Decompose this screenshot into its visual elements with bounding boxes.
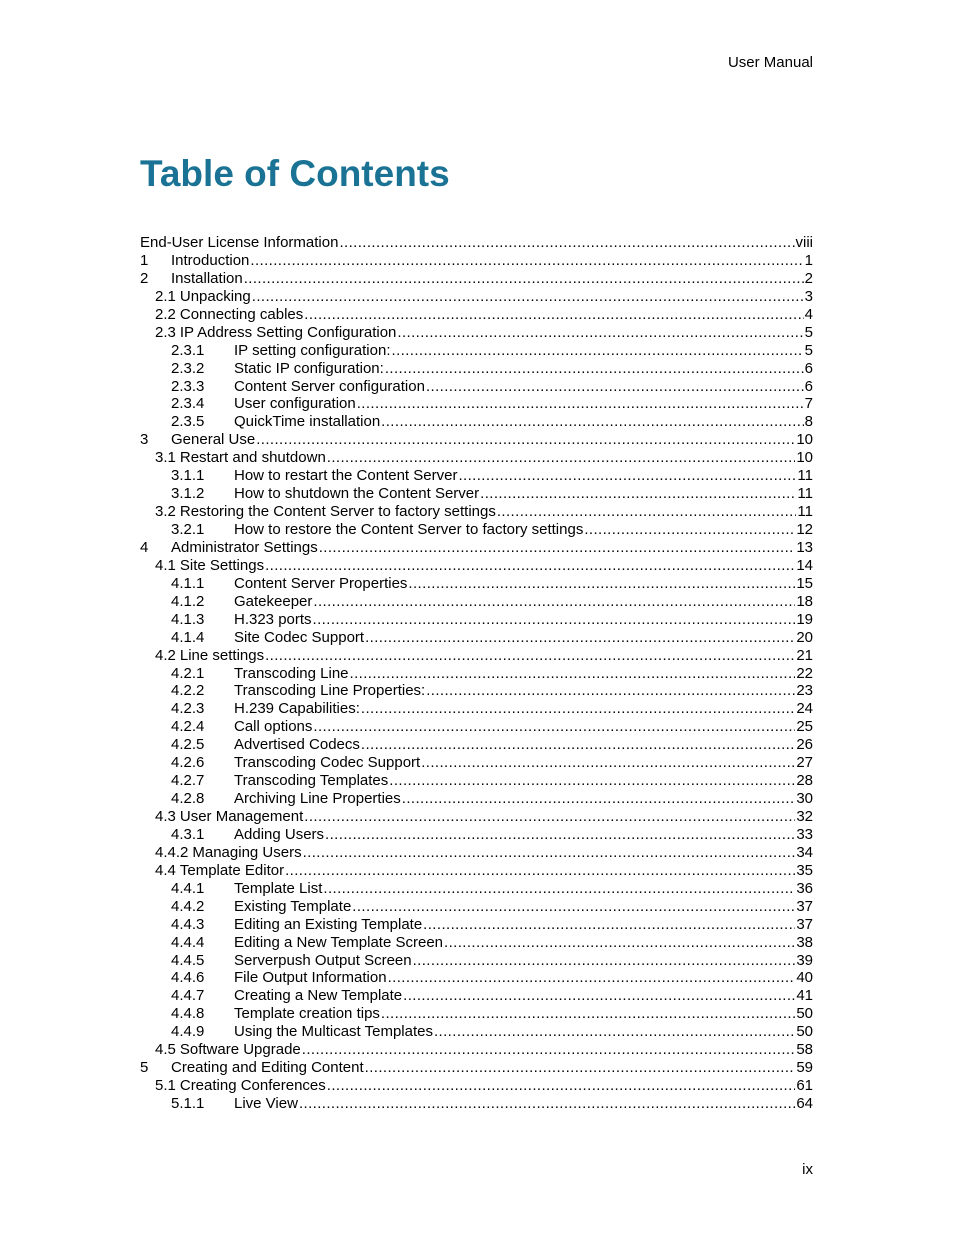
toc-dot-leader: [426, 378, 804, 396]
toc-dot-leader: [458, 467, 796, 485]
toc-entry-page: viii: [795, 234, 813, 251]
toc-entry-page: 1: [804, 251, 813, 269]
toc-entry[interactable]: [140, 826, 813, 844]
toc-entry-page: 19: [796, 610, 813, 628]
toc-dot-leader: [304, 808, 795, 826]
toc-entry-title: How to restore the Content Server to factory settings: [234, 521, 584, 538]
toc-entry-page: 26: [796, 736, 813, 754]
toc-dot-leader: [244, 270, 804, 288]
toc-dot-leader: [304, 306, 803, 324]
toc-entry-page: 27: [796, 754, 813, 772]
toc-dot-leader: [303, 844, 796, 862]
toc-entry-page: 2: [804, 269, 813, 287]
toc-entry[interactable]: [140, 629, 813, 647]
toc-entry-page: 36: [796, 879, 813, 897]
toc-entry-page: 21: [796, 646, 813, 664]
toc-entry-title: End-User License Information: [140, 234, 339, 251]
toc-entry[interactable]: [140, 880, 813, 898]
toc-entry-number: 4.1: [155, 556, 176, 574]
toc-entry-page: 40: [796, 969, 813, 987]
toc-entry[interactable]: [140, 898, 813, 916]
toc-entry-number: 4.1.2: [171, 592, 205, 610]
toc-dot-leader: [327, 449, 796, 467]
toc-entry[interactable]: [140, 234, 813, 252]
toc-entry-title: Template List: [234, 879, 323, 897]
toc-dot-leader: [313, 718, 795, 736]
toc-entry-number: 4.4.8: [171, 1005, 205, 1023]
toc-entry-title: How to shutdown the Content Server: [234, 485, 480, 503]
toc-dot-leader: [434, 1023, 795, 1041]
toc-entry-page: 18: [796, 592, 813, 610]
toc-entry-number: 4: [140, 538, 149, 556]
toc-entry-page: 28: [796, 772, 813, 790]
toc-entry-title: Unpacking: [179, 287, 251, 305]
toc-dot-leader: [584, 521, 795, 539]
toc-entry-title: Managing Users: [192, 843, 302, 861]
toc-entry-title: Editing a New Template Screen: [234, 933, 444, 951]
toc-entry-page: 10: [796, 449, 813, 467]
toc-entry-page: 39: [796, 951, 813, 969]
toc-entry-page: 8: [804, 413, 813, 431]
toc-entry-page: 23: [796, 682, 813, 700]
toc-entry-title: Archiving Line Properties: [234, 790, 401, 808]
toc-entry-number: 2.3.1: [171, 341, 205, 359]
toc-entry-title: Content Server configuration: [234, 377, 425, 395]
toc-entry-number: 4.2.1: [171, 664, 205, 682]
toc-entry[interactable]: [140, 360, 813, 378]
toc-entry[interactable]: [140, 378, 813, 396]
toc-entry-page: 38: [796, 933, 813, 951]
toc-entry-number: 4.1.3: [171, 610, 205, 628]
toc-dot-leader: [381, 413, 803, 431]
toc-dot-leader: [426, 682, 795, 700]
toc-dot-leader: [421, 754, 795, 772]
toc-entry-title: Adding Users: [234, 825, 325, 843]
toc-dot-leader: [339, 234, 794, 252]
toc-entry-title: Editing an Existing Template: [234, 915, 423, 933]
toc-entry-number: 4.2.5: [171, 736, 205, 754]
toc-entry[interactable]: [140, 844, 813, 862]
toc-entry[interactable]: [140, 449, 813, 467]
toc-entry-title: Line settings: [179, 646, 265, 664]
toc-entry-page: 4: [804, 305, 813, 323]
toc-entry-title: Introduction: [171, 251, 250, 269]
toc-entry-page: 30: [796, 790, 813, 808]
toc-entry-title: Gatekeeper: [234, 592, 313, 610]
toc-entry-title: Transcoding Line Properties:: [234, 682, 426, 700]
toc-entry-number: 4.4.2: [155, 843, 189, 861]
toc-entry-page: 3: [804, 287, 813, 305]
toc-entry[interactable]: [140, 431, 813, 449]
toc-entry[interactable]: [140, 521, 813, 539]
toc-entry-number: 5.1: [155, 1077, 176, 1095]
toc-entry-number: 2.2: [155, 305, 176, 323]
toc-dot-leader: [365, 1059, 796, 1077]
toc-entry-page: 11: [797, 503, 813, 521]
toc-entry-number: 2.3.5: [171, 413, 205, 431]
toc-entry-page: 59: [796, 1059, 813, 1077]
toc-dot-leader: [350, 665, 796, 683]
toc-entry-page: 50: [796, 1005, 813, 1023]
toc-dot-leader: [423, 916, 795, 934]
toc-entry-title: Transcoding Line: [234, 664, 349, 682]
toc-entry[interactable]: [140, 306, 813, 324]
toc-entry-number: 4.4.7: [171, 987, 205, 1005]
toc-entry-title: Existing Template: [234, 897, 352, 915]
toc-entry-number: 2.3.3: [171, 377, 205, 395]
page-title: Table of Contents: [140, 153, 450, 194]
toc-entry-title: Site Codec Support: [234, 628, 365, 646]
toc-entry[interactable]: [140, 952, 813, 970]
toc-entry[interactable]: [140, 324, 813, 342]
toc-entry-page: 33: [796, 825, 813, 843]
toc-entry[interactable]: [140, 539, 813, 557]
toc-dot-leader: [357, 395, 804, 413]
toc-entry-page: 35: [796, 861, 813, 879]
toc-entry-title: Creating Conferences: [179, 1077, 326, 1095]
toc-entry-title: Content Server Properties: [234, 574, 408, 592]
toc-dot-leader: [444, 934, 795, 952]
toc-dot-leader: [313, 593, 795, 611]
toc-entry[interactable]: [140, 1095, 813, 1113]
toc-dot-leader: [389, 772, 795, 790]
toc-entry[interactable]: [140, 467, 813, 485]
toc-entry-page: 22: [796, 664, 813, 682]
toc-entry-number: 4.4.5: [171, 951, 205, 969]
toc-entry-title: H.323 ports: [234, 610, 312, 628]
toc-entry-number: 4.2: [155, 646, 176, 664]
toc-entry-number: 2.3.4: [171, 395, 205, 413]
toc-dot-leader: [299, 1095, 795, 1113]
toc-dot-leader: [265, 557, 795, 575]
toc-entry-number: 3.1: [155, 449, 176, 467]
toc-entry[interactable]: [140, 754, 813, 772]
table-of-contents: [140, 234, 813, 1113]
toc-entry-page: 37: [796, 915, 813, 933]
toc-dot-leader: [497, 503, 797, 521]
toc-entry-page: 58: [796, 1041, 813, 1059]
toc-entry[interactable]: [140, 808, 813, 826]
toc-entry-title: Restoring the Content Server to factory settings: [179, 503, 496, 521]
toc-dot-leader: [313, 611, 796, 629]
toc-entry-number: 4.3.1: [171, 825, 205, 843]
toc-entry[interactable]: [140, 916, 813, 934]
toc-entry-page: 5: [804, 323, 813, 341]
toc-entry-number: 2: [140, 269, 149, 287]
toc-dot-leader: [361, 700, 795, 718]
toc-entry-page: 64: [796, 1095, 813, 1112]
toc-dot-leader: [352, 898, 795, 916]
toc-entry-number: 4.2.3: [171, 700, 205, 718]
toc-entry[interactable]: [140, 1041, 813, 1059]
toc-entry-title: Static IP configuration:: [234, 359, 384, 377]
toc-entry-number: 4.2.6: [171, 754, 205, 772]
toc-entry-title: Connecting cables: [179, 305, 304, 323]
toc-entry-number: 4.5: [155, 1041, 176, 1059]
toc-entry-number: 4.1.4: [171, 628, 205, 646]
toc-entry[interactable]: [140, 288, 813, 306]
toc-entry-number: 4.2.7: [171, 772, 205, 790]
toc-entry-number: 3.1.1: [171, 467, 205, 485]
toc-entry[interactable]: [140, 790, 813, 808]
toc-entry-title: Template Editor: [179, 861, 285, 879]
toc-entry-title: Creating a New Template: [234, 987, 403, 1005]
toc-entry-page: 32: [796, 808, 813, 825]
toc-entry-number: 4.4.6: [171, 969, 205, 987]
toc-dot-leader: [327, 1077, 796, 1095]
toc-entry-page: 13: [796, 538, 813, 556]
toc-entry-number: 4.4.9: [171, 1023, 205, 1041]
toc-entry-number: 4.2.4: [171, 718, 205, 736]
toc-entry[interactable]: [140, 485, 813, 503]
toc-entry[interactable]: [140, 862, 813, 880]
toc-entry-number: 3.1.2: [171, 485, 205, 503]
toc-entry-page: 50: [796, 1023, 813, 1041]
toc-dot-leader: [413, 952, 796, 970]
toc-dot-leader: [397, 324, 803, 342]
toc-entry-title: H.239 Capabilities:: [234, 700, 360, 718]
toc-entry-page: 12: [796, 521, 813, 538]
toc-entry-title: Serverpush Output Screen: [234, 951, 412, 969]
toc-entry-page: 20: [796, 628, 813, 646]
toc-dot-leader: [388, 969, 796, 987]
toc-entry-page: 41: [796, 987, 813, 1005]
toc-entry[interactable]: [140, 934, 813, 952]
toc-entry[interactable]: [140, 718, 813, 736]
toc-entry[interactable]: [140, 270, 813, 288]
toc-entry-number: 4.4: [155, 861, 176, 879]
toc-entry-page: 37: [796, 897, 813, 915]
toc-entry[interactable]: [140, 503, 813, 521]
toc-entry-number: 1: [140, 251, 149, 269]
toc-entry-number: 4.4.4: [171, 933, 205, 951]
toc-entry[interactable]: [140, 736, 813, 754]
toc-entry-title: Transcoding Codec Support: [234, 754, 421, 772]
toc-entry-title: Using the Multicast Templates: [234, 1023, 433, 1041]
toc-entry-number: 4.4.3: [171, 915, 205, 933]
toc-entry[interactable]: [140, 772, 813, 790]
toc-entry-title: Advertised Codecs: [234, 736, 360, 754]
toc-dot-leader: [381, 1005, 795, 1023]
toc-entry-page: 10: [796, 431, 813, 449]
toc-entry-title: Live View: [234, 1095, 298, 1112]
toc-entry-title: QuickTime installation: [234, 413, 381, 431]
toc-entry-page: 61: [796, 1077, 813, 1095]
running-header: User Manual: [727, 54, 813, 71]
toc-dot-leader: [256, 431, 795, 449]
toc-entry-page: 24: [796, 700, 813, 718]
toc-dot-leader: [392, 342, 804, 360]
toc-entry[interactable]: [140, 1059, 813, 1077]
toc-entry-number: 3: [140, 431, 149, 449]
toc-entry-title: IP setting configuration:: [234, 341, 391, 359]
toc-entry-page: 15: [796, 574, 813, 592]
toc-entry[interactable]: [140, 700, 813, 718]
toc-dot-leader: [361, 736, 795, 754]
toc-entry[interactable]: [140, 665, 813, 683]
toc-entry-page: 11: [797, 485, 813, 503]
toc-entry-title: How to restart the Content Server: [234, 467, 458, 485]
toc-entry[interactable]: [140, 611, 813, 629]
toc-entry-number: 4.2.2: [171, 682, 205, 700]
toc-entry-title: User Management: [179, 808, 304, 825]
toc-entry-title: Installation: [171, 269, 243, 287]
toc-entry[interactable]: [140, 575, 813, 593]
toc-entry[interactable]: [140, 1005, 813, 1023]
toc-entry-number: 4.1.1: [171, 574, 205, 592]
toc-entry-number: 4.3: [155, 808, 176, 825]
toc-entry-number: 3.2: [155, 503, 176, 521]
toc-dot-leader: [408, 575, 795, 593]
toc-dot-leader: [325, 826, 795, 844]
toc-dot-leader: [302, 1041, 796, 1059]
toc-entry-page: 6: [804, 359, 813, 377]
toc-entry-number: 2.3: [155, 323, 176, 341]
toc-entry-number: 4.2.8: [171, 790, 205, 808]
toc-dot-leader: [402, 790, 796, 808]
toc-entry[interactable]: [140, 1023, 813, 1041]
toc-dot-leader: [480, 485, 796, 503]
toc-entry[interactable]: [140, 413, 813, 431]
toc-entry[interactable]: [140, 593, 813, 611]
toc-entry[interactable]: [140, 682, 813, 700]
toc-entry-page: 7: [804, 395, 813, 413]
toc-entry-title: Creating and Editing Content: [171, 1059, 364, 1077]
toc-entry-title: Administrator Settings: [171, 538, 318, 556]
toc-entry-title: Restart and shutdown: [179, 449, 326, 467]
toc-entry[interactable]: [140, 252, 813, 270]
toc-entry[interactable]: [140, 342, 813, 360]
toc-entry-page: 5: [804, 341, 813, 359]
toc-dot-leader: [365, 629, 795, 647]
toc-entry-title: IP Address Setting Configuration: [179, 323, 397, 341]
toc-entry-page: 14: [796, 556, 813, 574]
toc-entry[interactable]: [140, 969, 813, 987]
toc-entry-number: 5: [140, 1059, 149, 1077]
toc-entry-title: Site Settings: [179, 556, 265, 574]
toc-dot-leader: [385, 360, 804, 378]
toc-dot-leader: [265, 647, 795, 665]
toc-entry[interactable]: [140, 557, 813, 575]
toc-entry-number: 4.4.1: [171, 879, 205, 897]
toc-entry[interactable]: [140, 1077, 813, 1095]
toc-entry[interactable]: [140, 987, 813, 1005]
toc-entry-title: Transcoding Templates: [234, 772, 389, 790]
toc-entry[interactable]: [140, 395, 813, 413]
toc-entry[interactable]: [140, 647, 813, 665]
toc-dot-leader: [285, 862, 795, 880]
toc-entry-page: 11: [797, 467, 813, 485]
page-number: ix: [802, 1161, 813, 1178]
toc-dot-leader: [403, 987, 795, 1005]
toc-entry-number: 4.4.2: [171, 897, 205, 915]
toc-dot-leader: [252, 288, 804, 306]
toc-entry-number: 2.3.2: [171, 359, 205, 377]
toc-entry-title: Call options: [234, 718, 313, 736]
toc-entry-page: 34: [796, 843, 813, 861]
toc-dot-leader: [323, 880, 795, 898]
toc-entry-title: File Output Information: [234, 969, 387, 987]
toc-entry-title: User configuration: [234, 395, 356, 413]
toc-dot-leader: [250, 252, 803, 270]
toc-dot-leader: [319, 539, 796, 557]
toc-entry-title: Software Upgrade: [179, 1041, 301, 1059]
toc-entry-page: 25: [796, 718, 813, 736]
toc-entry-title: General Use: [171, 431, 256, 449]
toc-entry-page: 6: [804, 377, 813, 395]
toc-entry-number: 2.1: [155, 287, 176, 305]
toc-entry-number: 3.2.1: [171, 521, 205, 538]
toc-entry-title: Template creation tips: [234, 1005, 380, 1023]
toc-entry-number: 5.1.1: [171, 1095, 205, 1112]
